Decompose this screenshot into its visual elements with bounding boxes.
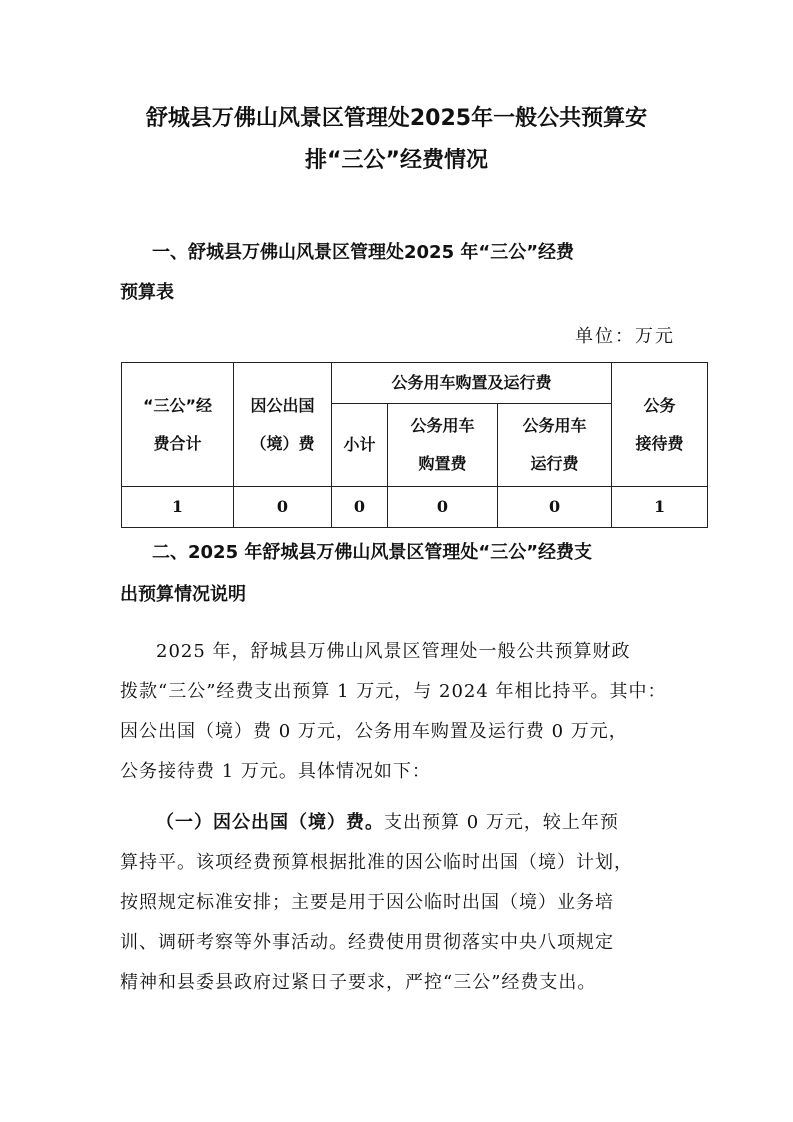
subsection-1-heading: （一）因公出国（境）费。 xyxy=(156,812,384,833)
header-total-line-2: 费合计 xyxy=(153,433,202,453)
table-header-row-1 xyxy=(122,363,708,404)
paragraph-1-line-1: 2025 年，舒城县万佛山风景区管理处一般公共预算财政 xyxy=(156,641,631,662)
header-cell-reception xyxy=(612,363,708,487)
value-reception: 1 xyxy=(612,487,708,528)
header-operation-line-2: 运行费 xyxy=(530,454,579,473)
paragraph-2-line-3: 按照规定标准安排；主要是用于因公临时出国（境）业务培 xyxy=(120,892,614,913)
header-reception-line-2: 接待费 xyxy=(635,433,684,453)
value-total: 1 xyxy=(122,487,234,528)
header-abroad-line-1: 因公出国 xyxy=(250,395,315,415)
header-operation-line-1: 公务用车 xyxy=(522,416,587,435)
header-reception-line-1: 公务 xyxy=(643,395,676,415)
section-1-heading-line-1: 一、舒城县万佛山风景区管理处2025 年“三公”经费 xyxy=(152,242,575,263)
header-cell-vehicle-group: 公务用车购置及运行费 xyxy=(332,363,612,404)
paragraph-1-line-2: 拨款“三公”经费支出预算 1 万元，与 2024 年相比持平。其中： xyxy=(120,681,667,702)
header-total-line-1: “三公”经 xyxy=(142,395,213,415)
value-purchase: 0 xyxy=(388,487,498,528)
budget-table xyxy=(121,362,708,528)
section-1-heading-line-2: 预算表 xyxy=(120,282,174,303)
header-cell-abroad xyxy=(234,363,332,487)
paragraph-2-line-5: 精神和县委县政府过紧日子要求，严控“三公”经费支出。 xyxy=(120,972,597,993)
paragraph-2-line-1 xyxy=(156,804,619,842)
paragraph-1-line-3: 因公出国（境）费 0 万元，公务用车购置及运行费 0 万元， xyxy=(120,721,628,742)
document-title-line-2: 排“三公”经费情况 xyxy=(305,148,488,173)
section-2-heading-line-1: 二、2025 年舒城县万佛山风景区管理处“三公”经费支 xyxy=(152,542,593,563)
paragraph-2-line-4: 训、调研考察等外事活动。经费使用贯彻落实中央八项规定 xyxy=(120,932,614,953)
header-cell-operation xyxy=(498,404,612,487)
value-operation: 0 xyxy=(498,487,612,528)
paragraph-1-line-4: 公务接待费 1 万元。具体情况如下： xyxy=(120,761,431,782)
header-purchase-line-1: 公务用车 xyxy=(410,416,475,435)
table-row xyxy=(122,487,708,528)
document-title-line-1: 舒城县万佛山风景区管理处2025年一般公共预算安 xyxy=(145,106,648,131)
header-purchase-line-2: 购置费 xyxy=(418,454,467,473)
paragraph-2-line-2: 算持平。该项经费预算根据批准的因公临时出国（境）计划， xyxy=(120,852,633,873)
unit-label: 单位：万元 xyxy=(575,326,675,347)
value-subtotal: 0 xyxy=(332,487,388,528)
header-cell-purchase xyxy=(388,404,498,487)
header-cell-subtotal: 小计 xyxy=(332,404,388,487)
paragraph-2-lead-text: 支出预算 0 万元，较上年预 xyxy=(384,812,619,833)
header-cell-total xyxy=(122,363,234,487)
value-abroad: 0 xyxy=(234,487,332,528)
section-2-heading-line-2: 出预算情况说明 xyxy=(120,584,246,605)
header-abroad-line-2: （境）费 xyxy=(250,433,315,453)
